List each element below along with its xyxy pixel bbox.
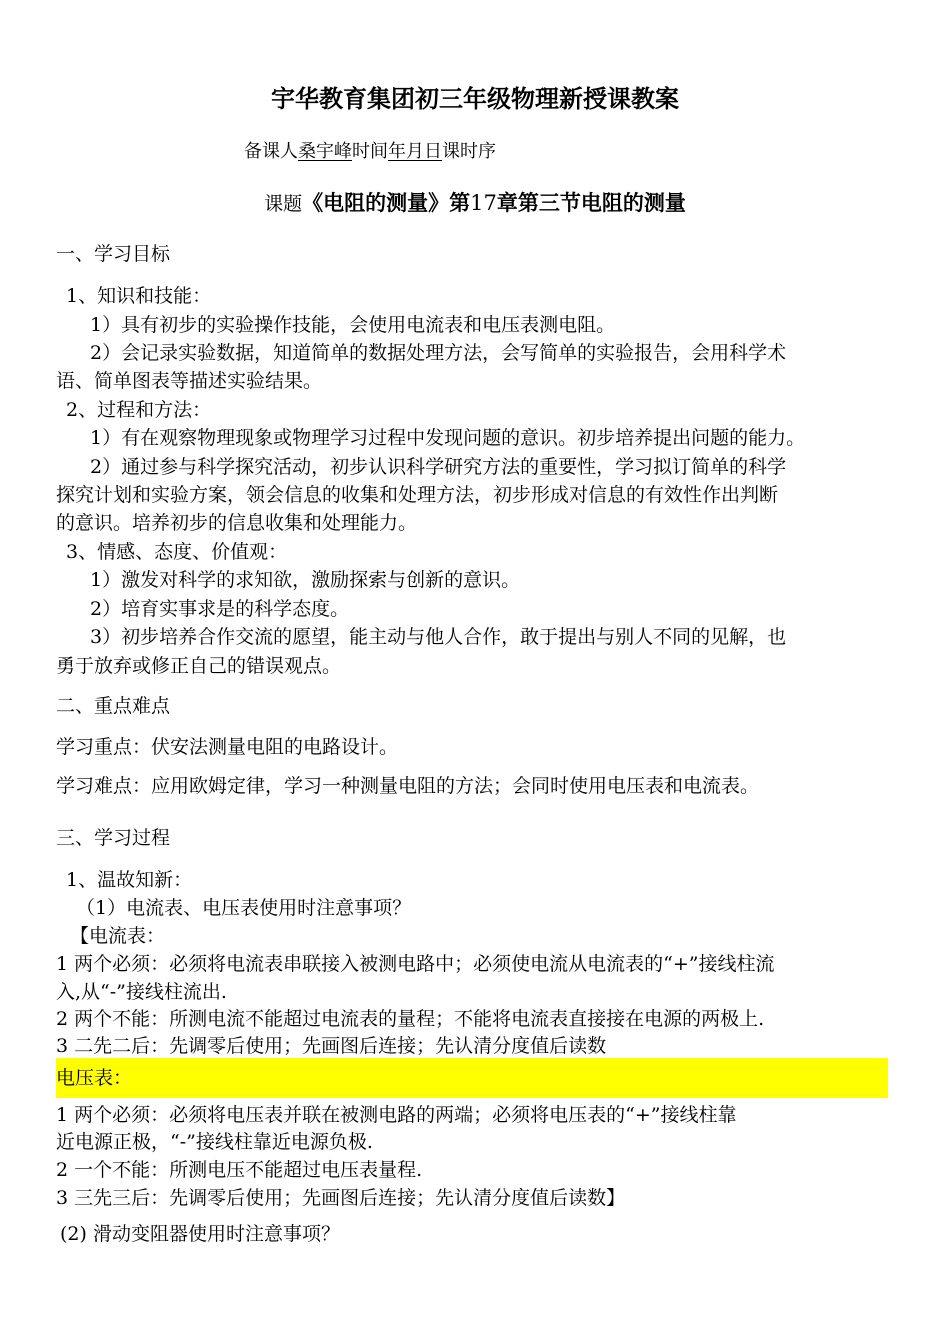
objective-process-heading: 2、过程和方法：	[66, 399, 212, 421]
ammeter-rule-2: 2 两个不能：所测电流不能超过电流表的量程；不能将电流表直接接在电源的两极上.	[56, 1008, 765, 1030]
subject-name: 《电阻的测量》第	[302, 191, 471, 215]
objective-process-1: 1）有在观察物理现象或物理学习过程中发现问题的意识。初步培养提出问题的能力。	[90, 427, 806, 449]
objective-attitude-heading: 3、情感、态度、价值观：	[66, 541, 288, 563]
key-point: 学习重点：伏安法测量电阻的电路设计。	[56, 736, 399, 758]
ammeter-rule-3: 3 二先二后：先调零后使用；先画图后连接；先认清分度值后读数	[56, 1035, 607, 1057]
lesson-meta-line	[244, 138, 496, 166]
voltmeter-rule-1b: 近电源正极，“-”接线柱靠近电源负极.	[56, 1131, 373, 1153]
objective-knowledge-heading: 1、知识和技能：	[66, 285, 212, 307]
review-question-2: (2) 滑动变阻器使用时注意事项？	[60, 1223, 340, 1245]
objective-process-2b: 探究计划和实验方案，领会信息的收集和处理方法，初步形成对信息的有效性作出判断	[56, 484, 779, 506]
review-question-1: （1）电流表、电压表使用时注意事项？	[76, 897, 412, 919]
document-title: 宇华教育集团初三年级物理新授课教案	[271, 85, 679, 113]
objective-knowledge-2a: 2）会记录实验数据，知道简单的数据处理方法，会写简单的实验报告，会用科学术	[90, 342, 787, 364]
difficult-point: 学习难点：应用欧姆定律，学习一种测量电阻的方法；会同时使用电压表和电流表。	[56, 775, 760, 797]
section-heading-process: 三、学习过程	[56, 827, 171, 849]
voltmeter-rule-2: 2 一个不能：所测电压不能超过电压表量程.	[56, 1159, 423, 1181]
objective-attitude-1: 1）激发对科学的求知欲，激励探索与创新的意识。	[90, 569, 521, 591]
objective-attitude-3b: 勇于放弃或修正自己的错误观点。	[56, 655, 342, 677]
voltmeter-heading: 电压表：	[56, 1067, 133, 1089]
objective-attitude-3a: 3）初步培养合作交流的愿望，能主动与他人合作，敢于提出与别人不同的见解，也	[90, 626, 787, 648]
review-heading: 1、温故知新：	[66, 869, 193, 891]
time-label: 时间	[352, 141, 388, 162]
objective-knowledge-2b: 语、简单图表等描述实验结果。	[56, 370, 323, 392]
voltmeter-rule-1a: 1 两个必须：必须将电压表并联在被测电路的两端；必须将电压表的“+”接线柱靠	[56, 1104, 737, 1126]
lesson-subject	[0, 188, 950, 219]
subject-label: 课题	[264, 193, 303, 215]
preparer-label: 备课人	[244, 141, 298, 162]
period-label: 课时序	[442, 141, 496, 162]
preparer-name: 桑宇峰	[298, 141, 352, 162]
chapter-number: 17	[470, 191, 497, 215]
year-label: 年	[388, 141, 406, 162]
objective-process-2c: 的意识。培养初步的信息收集和处理能力。	[56, 512, 418, 534]
ammeter-rule-1a: 1 两个必须：必须将电流表串联接入被测电路中；必须使电流从电流表的“+”接线柱流	[56, 953, 775, 975]
ammeter-rule-1b: 入,从“-”接线柱流出.	[56, 981, 227, 1003]
objective-knowledge-1: 1）具有初步的实验操作技能，会使用电流表和电压表测电阻。	[90, 314, 616, 336]
month-label: 月	[406, 141, 424, 162]
voltmeter-rule-3: 3 三先三后：先调零后使用；先画图后连接；先认清分度值后读数】	[56, 1187, 626, 1209]
objective-process-2a: 2）通过参与科学探究活动，初步认识科学研究方法的重要性，学习拟订简单的科学	[90, 456, 787, 478]
day-label: 日	[424, 141, 442, 162]
section-heading-objectives: 一、学习目标	[56, 243, 171, 265]
section-heading-keypoints: 二、重点难点	[56, 695, 171, 717]
ammeter-heading: 【电流表：	[70, 925, 166, 947]
objective-attitude-2: 2）培育实事求是的科学态度。	[90, 598, 350, 620]
subject-section: 章第三节电阻的测量	[496, 191, 686, 215]
